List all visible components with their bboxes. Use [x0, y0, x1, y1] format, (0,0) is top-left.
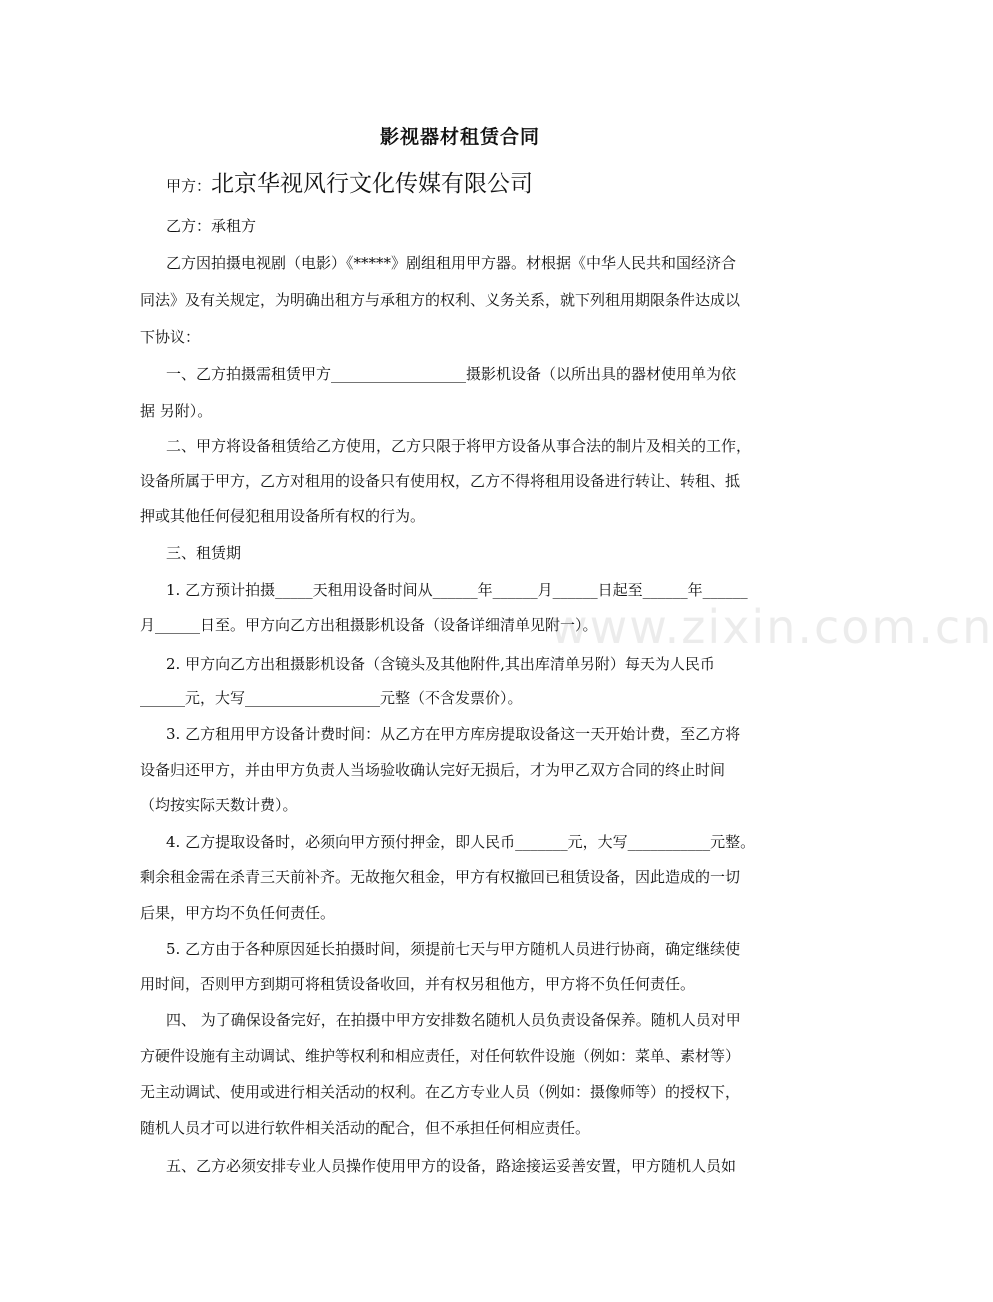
- item2-line-2: ______元，大写__________________元整（不含发票价）。: [140, 689, 523, 707]
- clause4-line-2: 方硬件设施有主动调试、维护等权利和相应责任，对任何软件设施（例如：菜单、素材等）: [140, 1047, 741, 1065]
- item3-line-2: 设备归还甲方，并由甲方负责人当场验收确认完好无损后，才为甲乙双方合同的终止时间: [140, 761, 726, 779]
- item2-line-1: 2. 甲方向乙方出租摄影机设备（含镜头及其他附件,其出库清单另附）每天为人民币: [166, 655, 715, 673]
- item1-line-1: 1. 乙方预计拍摄_____天租用设备时间从______年______月______日起至______年______: [166, 581, 748, 599]
- clause3-heading: 三、租赁期: [166, 544, 242, 562]
- item1-line-2: 月______日至。甲方向乙方出租摄影机设备（设备详细清单见附一）。: [140, 616, 598, 634]
- item5-line-2: 用时间，否则甲方到期可将租赁设备收回，并有权另租他方，甲方将不负任何责任。: [140, 975, 696, 993]
- clause1-line-2: 据 另附）。: [140, 402, 213, 420]
- clause4-line-3: 无主动调试、使用或进行相关活动的权利。在乙方专业人员（例如：摄像师等）的授权下，: [140, 1083, 741, 1101]
- watermark: www.zixin.com.cn: [550, 600, 993, 654]
- clause1-line-1: 一、乙方拍摄需租赁甲方__________________摄影机设备（以所出具的器材使用单为依: [166, 365, 737, 383]
- party-a-name: 北京华视风行文化传媒有限公司: [211, 171, 534, 197]
- clause5-line-1: 五、乙方必须安排专业人员操作使用甲方的设备，路途接运妥善安置，甲方随机人员如: [166, 1157, 737, 1175]
- clause2-line-2: 设备所属于甲方，乙方对租用的设备只有使用权，乙方不得将租用设备进行转让、转租、抵: [140, 472, 741, 490]
- item4-line-2: 剩余租金需在杀青三天前补齐。无故拖欠租金，甲方有权撤回已租赁设备，因此造成的一切: [140, 868, 741, 886]
- item3-line-3: （均按实际天数计费）。: [140, 796, 298, 814]
- intro-line-3: 下协议：: [140, 328, 201, 346]
- intro-line-2: 同法》及有关规定，为明确出租方与承租方的权利、义务关系，就下列租用期限条件达成以: [140, 291, 741, 309]
- party-b-line: 乙方：承租方: [166, 217, 257, 235]
- clause2-line-1: 二、甲方将设备租赁给乙方使用，乙方只限于将甲方设备从事合法的制片及相关的工作，: [166, 437, 752, 455]
- item4-line-1: 4. 乙方提取设备时，必须向甲方预付押金，即人民币_______元，大写___________元整。: [166, 833, 756, 851]
- document-title: 影视器材租赁合同: [379, 126, 540, 148]
- clause4-line-1: 四、 为了确保设备完好，在拍摄中甲方安排数名随机人员负责设备保养。随机人员对甲: [166, 1011, 741, 1029]
- clause4-line-4: 随机人员才可以进行软件相关活动的配合，但不承担任何相应责任。: [140, 1119, 591, 1137]
- clause2-line-3: 押或其他任何侵犯租用设备所有权的行为。: [140, 507, 426, 525]
- item5-line-1: 5. 乙方由于各种原因延长拍摄时间，须提前七天与甲方随机人员进行协商，确定继续使: [166, 940, 741, 958]
- item3-line-1: 3. 乙方租用甲方设备计费时间：从乙方在甲方库房提取设备这一天开始计费，至乙方将: [166, 725, 741, 743]
- party-a-line: [166, 166, 790, 203]
- party-a-label: 甲方：: [166, 177, 212, 195]
- intro-line-1: 乙方因拍摄电视剧（电影）《*****》剧组租用甲方器。材根据《中华人民共和国经济合: [166, 254, 737, 272]
- item4-line-3: 后果，甲方均不负任何责任。: [140, 904, 336, 922]
